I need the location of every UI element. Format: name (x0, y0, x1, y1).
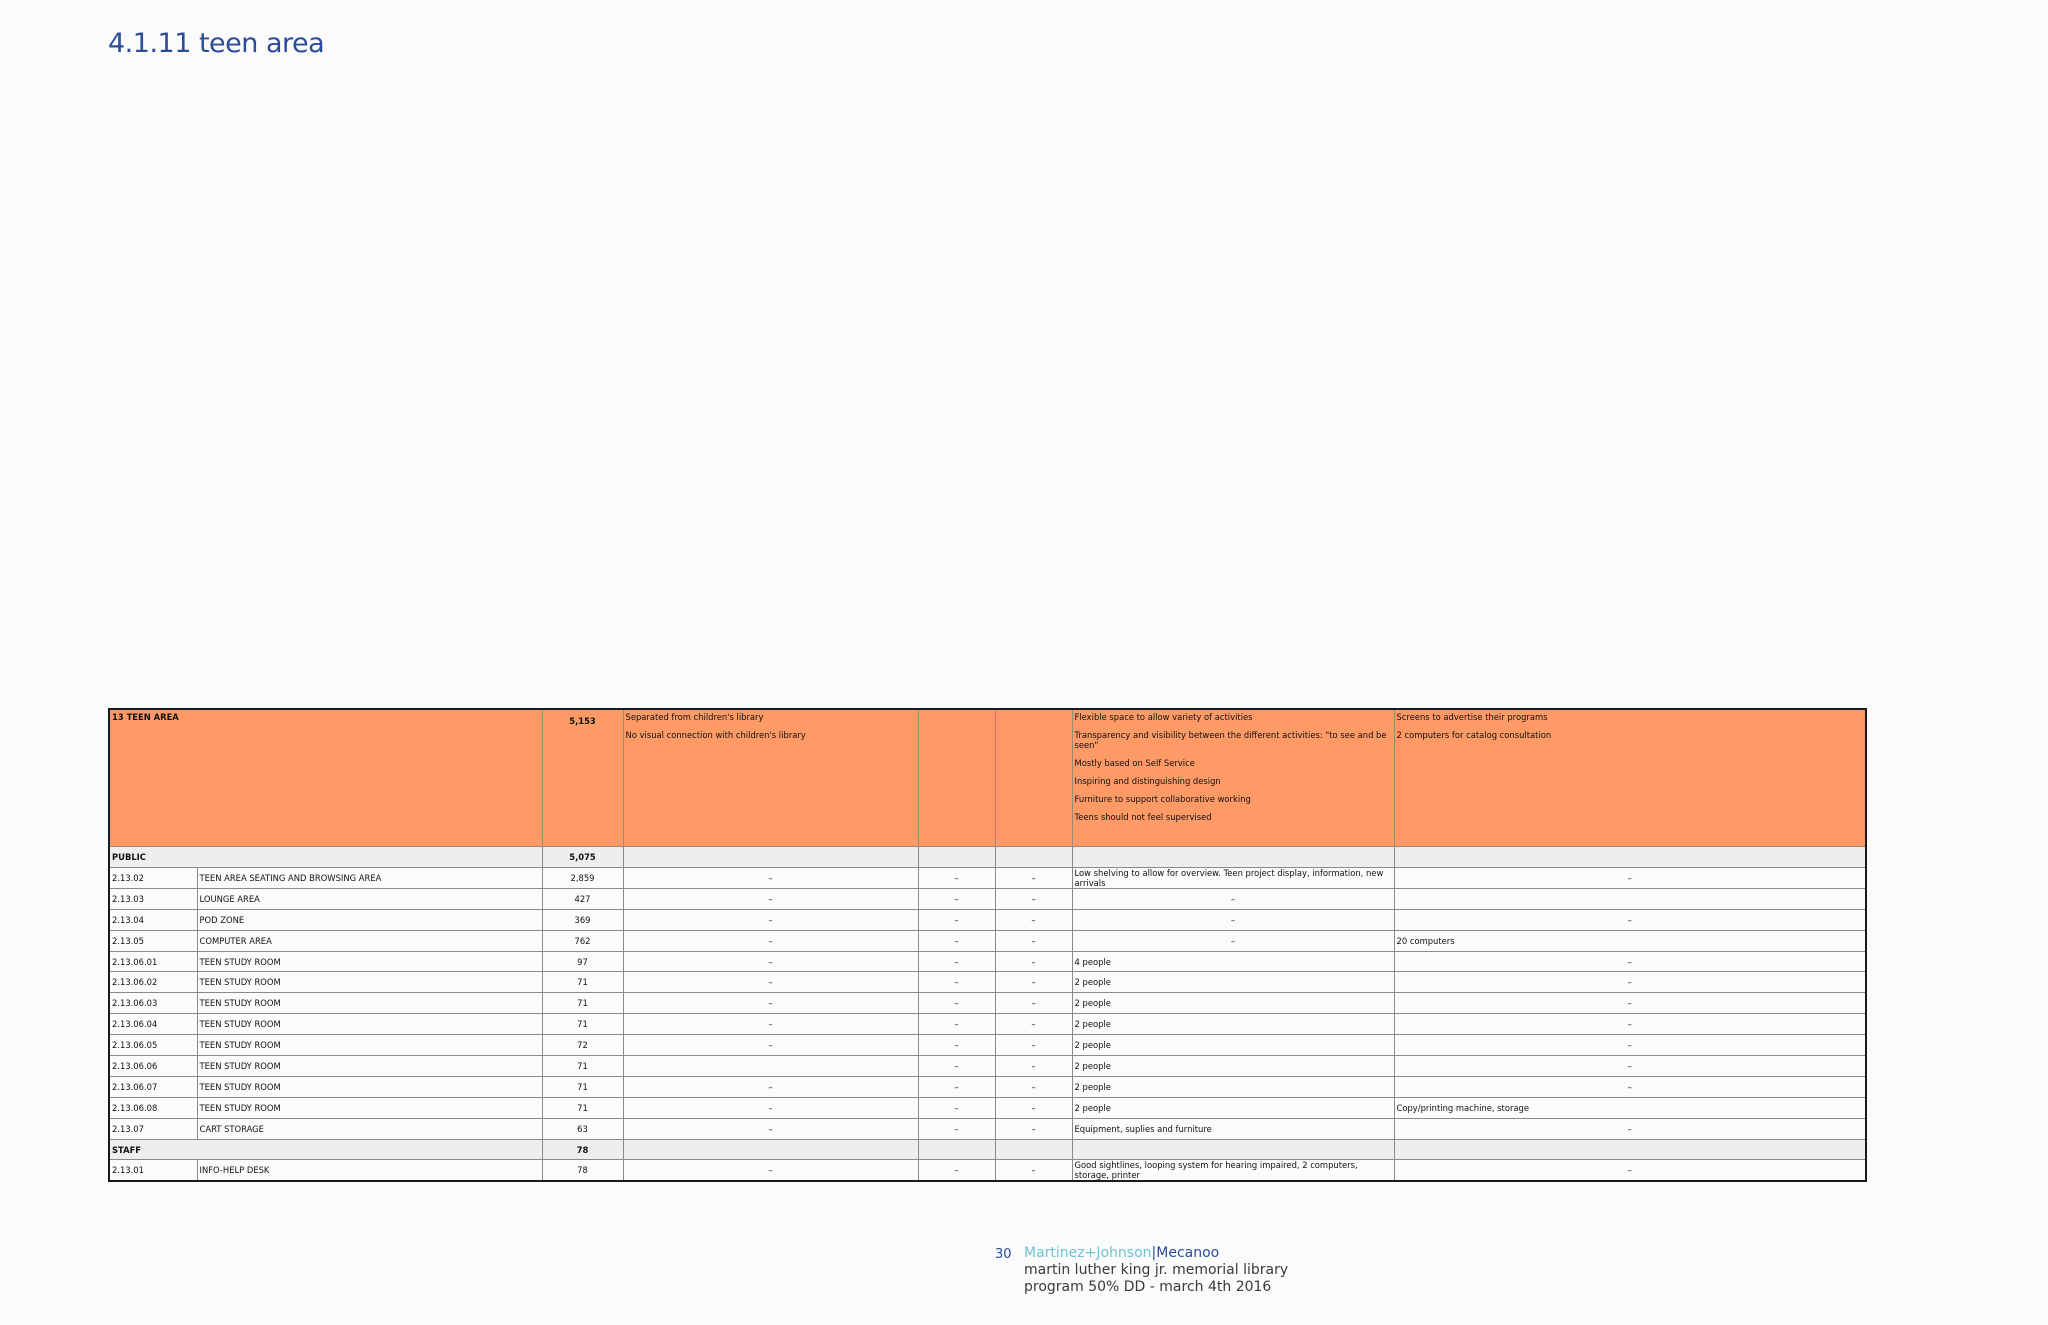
adjacency-cell: – (918, 909, 995, 930)
table-row (109, 993, 1866, 1014)
relations-cell: – (623, 1035, 918, 1056)
relation-note: Separated from children's library (625, 712, 764, 722)
adjacency-cell: – (918, 972, 995, 993)
requirements-cell: 2 people (1072, 993, 1394, 1014)
brand-separator: | (1151, 1245, 1157, 1261)
section-row (109, 847, 1866, 868)
table-row (109, 1160, 1866, 1182)
relations-cell: – (623, 993, 918, 1014)
room-area: 72 (542, 1035, 623, 1056)
table-row (109, 867, 1866, 888)
empty-cell (1072, 1139, 1394, 1160)
requirements-cell: – (1072, 888, 1394, 909)
equipment-cell: – (1394, 972, 1866, 993)
relations-cell: – (623, 1097, 918, 1118)
room-code: 2.13.06.06 (109, 1056, 197, 1077)
equipment-note: Screens to advertise their programs (1396, 712, 1548, 722)
empty-cell (995, 1139, 1072, 1160)
empty-cell (918, 1139, 995, 1160)
relations-cell: – (623, 888, 918, 909)
room-name: TEEN STUDY ROOM (197, 951, 542, 972)
equipment-cell: – (1394, 1035, 1866, 1056)
equipment-cell: – (1394, 867, 1866, 888)
requirements-cell: 4 people (1072, 951, 1394, 972)
equipment-cell: – (1394, 1014, 1866, 1035)
relations-cell: – (623, 1160, 918, 1182)
table-row (109, 1014, 1866, 1035)
page-number: 30 (995, 1247, 1012, 1262)
requirements-cell: 2 people (1072, 972, 1394, 993)
room-area: 71 (542, 1056, 623, 1077)
empty-cell (623, 847, 918, 868)
access-cell: – (995, 1118, 1072, 1139)
requirement-note: Furniture to support collaborative working (1074, 794, 1251, 804)
program-table-body (109, 709, 1866, 1181)
access-cell: – (995, 1097, 1072, 1118)
footer-project-name: martin luther king jr. memorial library (1024, 1262, 1289, 1278)
room-name: POD ZONE (197, 909, 542, 930)
table-row (109, 951, 1866, 972)
equipment-cell (1394, 888, 1866, 909)
equipment-cell: Copy/printing machine, storage (1394, 1097, 1866, 1118)
room-code: 2.13.06.08 (109, 1097, 197, 1118)
section-row (109, 1139, 1866, 1160)
relations-cell: – (623, 909, 918, 930)
requirements-cell: 2 people (1072, 1097, 1394, 1118)
equipment-cell: – (1394, 909, 1866, 930)
table-row (109, 888, 1866, 909)
access-cell: – (995, 1056, 1072, 1077)
room-area: 71 (542, 1097, 623, 1118)
equipment-note: 2 computers for catalog consultation (1396, 730, 1552, 740)
program-table (108, 708, 1867, 1182)
room-code: 2.13.02 (109, 867, 197, 888)
table-row (109, 930, 1866, 951)
access-cell: – (995, 888, 1072, 909)
room-name: TEEN STUDY ROOM (197, 993, 542, 1014)
room-name: TEEN AREA SEATING AND BROWSING AREA (197, 867, 542, 888)
room-area: 369 (542, 909, 623, 930)
room-code: 2.13.01 (109, 1160, 197, 1182)
access-cell: – (995, 993, 1072, 1014)
equipment-cell: – (1394, 1118, 1866, 1139)
room-code: 2.13.06.07 (109, 1076, 197, 1097)
access-cell: – (995, 1160, 1072, 1182)
table-row (109, 909, 1866, 930)
equipment-cell: 20 computers (1394, 930, 1866, 951)
room-area: 71 (542, 993, 623, 1014)
room-code: 2.13.07 (109, 1118, 197, 1139)
equipment-cell: – (1394, 1160, 1866, 1182)
adjacency-cell: – (918, 1035, 995, 1056)
requirements-cell: Equipment, suplies and furniture (1072, 1118, 1394, 1139)
section-area: 78 (542, 1139, 623, 1160)
room-area: 71 (542, 1076, 623, 1097)
room-area: 63 (542, 1118, 623, 1139)
equipment-cell: – (1394, 1056, 1866, 1077)
adjacency-cell: – (918, 951, 995, 972)
equipment-cell: – (1394, 1076, 1866, 1097)
requirement-note: Flexible space to allow variety of activities (1074, 712, 1253, 722)
adjacency-cell: – (918, 1076, 995, 1097)
relations-cell (623, 1056, 918, 1077)
requirements-cell: 2 people (1072, 1056, 1394, 1077)
requirement-note: Teens should not feel supervised (1074, 812, 1212, 822)
table-row (109, 1056, 1866, 1077)
section-area: 5,075 (542, 847, 623, 868)
room-name: CART STORAGE (197, 1118, 542, 1139)
adjacency-cell: – (918, 1014, 995, 1035)
adjacency-cell: – (918, 888, 995, 909)
requirements-cell: 2 people (1072, 1076, 1394, 1097)
adjacency-cell: – (918, 867, 995, 888)
requirements-cell: – (1072, 909, 1394, 930)
room-name: TEEN STUDY ROOM (197, 1035, 542, 1056)
room-area: 71 (542, 972, 623, 993)
access-cell: – (995, 909, 1072, 930)
table-row (109, 972, 1866, 993)
relations-cell: – (623, 1076, 918, 1097)
room-area: 762 (542, 930, 623, 951)
access-cell: – (995, 1076, 1072, 1097)
requirement-note: Transparency and visibility between the different activities: "to see and be seen" (1074, 730, 1387, 750)
room-code: 2.13.04 (109, 909, 197, 930)
table-row (109, 1097, 1866, 1118)
table-row (109, 1118, 1866, 1139)
adjacency-cell: – (918, 993, 995, 1014)
room-area: 427 (542, 888, 623, 909)
area-requirements (1072, 709, 1394, 847)
adjacency-cell: – (918, 930, 995, 951)
section-name: STAFF (109, 1139, 542, 1160)
room-area: 78 (542, 1160, 623, 1182)
area-relations (623, 709, 918, 847)
room-name: INFO-HELP DESK (197, 1160, 542, 1182)
table-row (109, 1076, 1866, 1097)
room-code: 2.13.06.02 (109, 972, 197, 993)
room-name: TEEN STUDY ROOM (197, 972, 542, 993)
room-area: 2,859 (542, 867, 623, 888)
section-name: PUBLIC (109, 847, 542, 868)
area-equipment (1394, 709, 1866, 847)
relations-cell: – (623, 867, 918, 888)
room-code: 2.13.05 (109, 930, 197, 951)
room-code: 2.13.03 (109, 888, 197, 909)
relations-cell: – (623, 972, 918, 993)
area-name: 13 TEEN AREA (109, 709, 542, 847)
room-area: 71 (542, 1014, 623, 1035)
access-cell: – (995, 1014, 1072, 1035)
empty-cell (995, 847, 1072, 868)
room-name: LOUNGE AREA (197, 888, 542, 909)
empty-cell (623, 1139, 918, 1160)
room-name: COMPUTER AREA (197, 930, 542, 951)
adjacency-cell: – (918, 1056, 995, 1077)
access-cell: – (995, 972, 1072, 993)
room-code: 2.13.06.04 (109, 1014, 197, 1035)
requirement-note: Inspiring and distinguishing design (1074, 776, 1221, 786)
adjacency-cell: – (918, 1118, 995, 1139)
relation-note: No visual connection with children's library (625, 730, 806, 740)
room-name: TEEN STUDY ROOM (197, 1076, 542, 1097)
adjacency-cell: – (918, 1097, 995, 1118)
section-header-row (109, 709, 1866, 847)
requirements-cell: 2 people (1072, 1014, 1394, 1035)
relations-cell: – (623, 1014, 918, 1035)
adjacency-cell: – (918, 1160, 995, 1182)
empty-cell (1394, 1139, 1866, 1160)
empty-cell (918, 709, 995, 847)
equipment-cell: – (1394, 993, 1866, 1014)
relations-cell: – (623, 930, 918, 951)
relations-cell: – (623, 1118, 918, 1139)
room-name: TEEN STUDY ROOM (197, 1056, 542, 1077)
empty-cell (1072, 847, 1394, 868)
table-row (109, 1035, 1866, 1056)
room-name: TEEN STUDY ROOM (197, 1097, 542, 1118)
empty-cell (1394, 847, 1866, 868)
requirement-note: Mostly based on Self Service (1074, 758, 1195, 768)
access-cell: – (995, 867, 1072, 888)
requirements-cell: – (1072, 930, 1394, 951)
access-cell: – (995, 951, 1072, 972)
room-code: 2.13.06.05 (109, 1035, 197, 1056)
footer-brand (1024, 1245, 1219, 1261)
room-code: 2.13.06.03 (109, 993, 197, 1014)
requirements-cell: Good sightlines, looping system for hearing impaired, 2 computers, storage, printer (1072, 1160, 1394, 1182)
brand-mecanoo: Mecanoo (1156, 1245, 1220, 1261)
relations-cell: – (623, 951, 918, 972)
requirements-cell: Low shelving to allow for overview. Teen project display, information, new arrivals (1072, 867, 1394, 888)
empty-cell (995, 709, 1072, 847)
footer-program-date: program 50% DD - march 4th 2016 (1024, 1279, 1272, 1295)
empty-cell (918, 847, 995, 868)
brand-martinez-johnson: Martinez+Johnson (1024, 1245, 1152, 1261)
equipment-cell: – (1394, 951, 1866, 972)
room-area: 97 (542, 951, 623, 972)
area-total: 5,153 (542, 709, 623, 847)
room-code: 2.13.06.01 (109, 951, 197, 972)
room-name: TEEN STUDY ROOM (197, 1014, 542, 1035)
requirements-cell: 2 people (1072, 1035, 1394, 1056)
access-cell: – (995, 1035, 1072, 1056)
access-cell: – (995, 930, 1072, 951)
page-title: 4.1.11 teen area (108, 28, 325, 59)
